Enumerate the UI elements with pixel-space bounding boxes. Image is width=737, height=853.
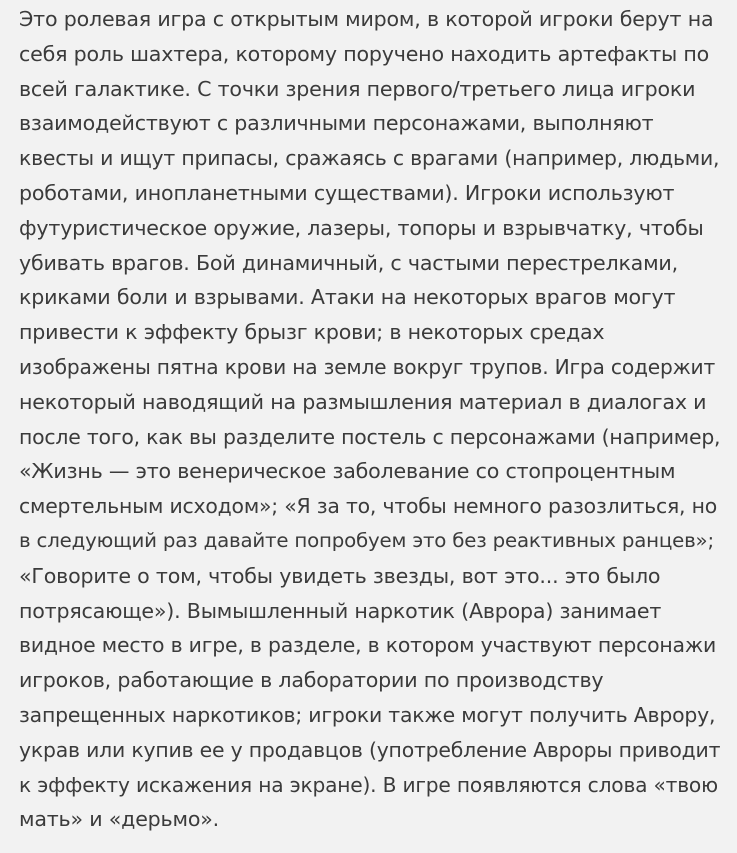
paragraph-line: некоторый наводящий на размышления материал в диалогах и — [19, 389, 707, 414]
paragraph-line: «Жизнь — это венерическое заболевание со стопроцентным — [19, 459, 676, 484]
paragraph-line: украв или купив ее у продавцов (употребление Авроры приводит — [19, 737, 721, 762]
paragraph-line: игроков, работающие в лаборатории по производству — [19, 668, 604, 693]
paragraph-line: видное место в игре, в разделе, в котором участвуют персонажи — [19, 633, 717, 658]
paragraph-line: Это ролевая игра с открытым миром, в которой игроки берут на — [19, 7, 714, 31]
paragraph-line: «Говорите о том, чтобы увидеть звезды, вот это... это было — [19, 563, 661, 588]
paragraph-line: изображены пятна крови на земле вокруг трупов. Игра содержит — [19, 354, 716, 379]
paragraph-line: роботами, инопланетными существами). Игроки используют — [19, 180, 675, 205]
paragraph-line: запрещенных наркотиков; игроки также могут получить Аврору, — [19, 702, 716, 727]
paragraph-line: привести к эффекту брызг крови; в некоторых средах — [19, 320, 605, 345]
paragraph-line: всей галактике. С точки зрения первого/третьего лица игроки — [19, 76, 696, 101]
paragraph-line: в следующий раз давайте попробуем это без реактивных ранцев»; — [19, 528, 714, 552]
paragraph-line: себя роль шахтера, которому поручено находить артефакты по — [19, 41, 710, 66]
paragraph-line: после того, как вы разделите постель с персонажами (например, — [19, 424, 721, 449]
paragraph-line: криками боли и взрывами. Атаки на некоторых врагов могут — [19, 285, 676, 310]
paragraph-line: смертельным исходом»; «Я за то, чтобы немного разозлиться, но — [19, 494, 718, 519]
paragraph-line: к эффекту искажения на экране). В игре появляются слова «твою — [19, 772, 718, 797]
paragraph-line: взаимодействуют с различными персонажами, выполняют — [19, 111, 654, 136]
paragraph-line: футуристическое оружие, лазеры, топоры и взрывчатку, чтобы — [19, 215, 704, 240]
paragraph-line: убивать врагов. Бой динамичный, с частыми перестрелками, — [19, 250, 678, 275]
paragraph-line: потрясающе»). Вымышленный наркотик (Аврора) занимает — [19, 598, 662, 623]
paragraph-line: квесты и ищут припасы, сражаясь с врагами (например, людьми, — [19, 146, 720, 171]
paragraph-line: мать» и «дерьмо». — [19, 807, 219, 832]
